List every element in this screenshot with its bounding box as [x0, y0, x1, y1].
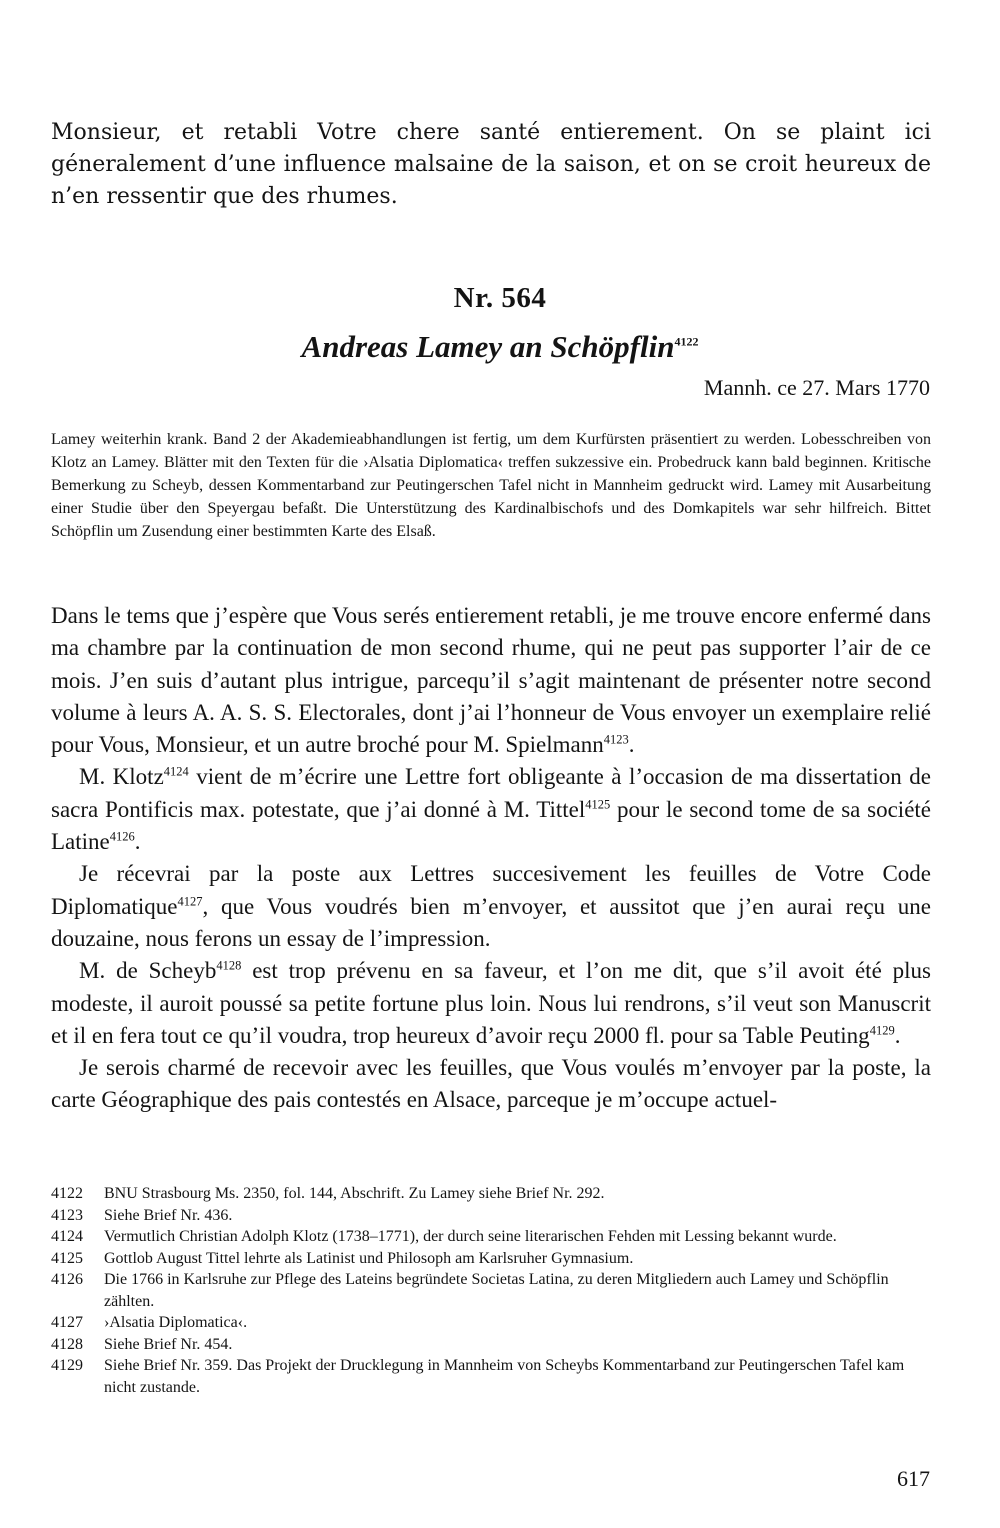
body-paragraph [51, 858, 931, 955]
text-run: M. Klotz [79, 764, 164, 790]
footnote-number: 4126 [51, 1271, 83, 1288]
footnote-number: 4122 [51, 1185, 83, 1202]
place-date: Mannh. ce 27. Mars 1770 [703, 375, 930, 400]
footnote-text: Vermutlich Christian Adolph Klotz (1738–1771), der durch seine literarischen Fehden mit Lessing bekannt wurde. [104, 1228, 837, 1245]
footnote-text: ›Alsatia Diplomatica‹. [104, 1314, 248, 1331]
footnote-ref: 4129 [869, 1023, 895, 1038]
footnote-number: 4129 [51, 1357, 83, 1374]
footnote [51, 1355, 931, 1398]
letter-summary: Lamey weiterhin krank. Band 2 der Akademieabhandlungen ist fertig, um dem Kurfürsten präsentiert zu werden. Lobesschreiben von Klotz an Lamey. Blätter mit den Texten für die ›Alsatia Diplomatica‹ treffen sukzessive ein. Probedruck kann bald beginnen. Kritische Bemerkung zu Scheyb, dessen Kommentarband zur Peutingerschen Tafel nicht in Mannheim gedruckt wird. Lamey mit Ausarbeitung einer Studie über den Speyergau befaßt. Die Unterstützung des Kardinalbischofs und des Domkapitels war sehr hilfreich. Bittet Schöpflin um Zusendung einer bestimmten Karte des Elsaß. [51, 431, 931, 540]
footnote-ref: 4126 [109, 829, 135, 844]
footnote-text: Die 1766 in Karlsruhe zur Pflege des Lateins begründete Societas Latina, zu deren Mitgliedern auch Lamey und Schöpflin zählten. [104, 1271, 889, 1310]
footnote-number: 4123 [51, 1206, 83, 1224]
body-paragraph [51, 955, 931, 1052]
footnote [51, 1248, 931, 1270]
footnote-ref: 4123 [603, 732, 629, 747]
footnote-number: 4128 [51, 1335, 83, 1353]
footnote-text: Gottlob August Tittel lehrte als Latinist und Philosoph am Karlsruher Gymnasium. [104, 1249, 634, 1267]
footnote-ref: 4127 [177, 894, 203, 909]
body-paragraph: Je serois charmé de recevoir avec les feuilles, que Vous voulés m’envoyer par la poste, la carte Géographique des pais contestés en Alsace, parceque je m’occupe actuel- [51, 1055, 931, 1113]
footnote [51, 1183, 931, 1205]
footnote-text: Siehe Brief Nr. 436. [104, 1206, 233, 1224]
footnote-number: 4125 [51, 1249, 83, 1267]
text-run: pour le second tome de sa société Latine [51, 796, 931, 855]
footnote-text: Siehe Brief Nr. 359. Das Projekt der Drucklegung in Mannheim von Scheybs Kommentarband zur Peutingerschen Tafel kam nicht zustande. [104, 1357, 905, 1396]
footnote-number: 4124 [51, 1228, 83, 1245]
body-paragraph [51, 600, 931, 761]
footnote-ref: 4128 [216, 958, 242, 973]
footnote-ref: 4125 [585, 797, 611, 812]
footnote [51, 1334, 931, 1356]
page-number: 617 [897, 1466, 930, 1491]
continued-paragraph: Monsieur, et retabli Votre chere santé entierement. On se plaint ici géneralement d’une influence malsaine de la saison, et on se croit heureux de n’en ressentir que des rhumes. [51, 120, 931, 209]
footnote-number: 4127 [51, 1314, 83, 1331]
body-paragraph [51, 761, 931, 858]
text-run: Je récevrai par la poste aux Lettres succesivement les feuilles de Votre Code Diplomatique [51, 861, 931, 919]
footnote [51, 1226, 931, 1248]
footnote-text: BNU Strasbourg Ms. 2350, fol. 144, Abschrift. Zu Lamey siehe Brief Nr. 292. [104, 1185, 605, 1202]
footnote [51, 1205, 931, 1227]
letter-body [51, 600, 931, 1117]
text-run: Dans le tems que j’espère que Vous serés entierement retabli, je me trouve encore enfermé dans ma chambre par la continuation de mon second rhume, qui ne peut pas supporter l’air de ce mois. J’en suis d’autant plus intrigue, parcequ’il s’agit maintenant de présenter notre second volume à leurs A. A. S. S. Electorales, dont j’ai l’honneur de Vous envoyer un exemplaire relié pour Vous, Monsieur, et un autre broché pour M. Spielmann [51, 603, 931, 758]
text-run: . [628, 732, 635, 758]
text-run: M. de Scheyb [79, 958, 217, 984]
footnotes [51, 1183, 931, 1398]
footnote [51, 1312, 931, 1334]
text-run: , que Vous voudrés bien m’envoyer, et aussitot que j’en aurai reçu une douzaine, nous ferons un essay de l’impression. [51, 893, 931, 951]
text-run: vient de m’écrire une Lettre fort obligeante à l’occasion de ma dissertation de sacra Pontificis max. potestate, que j’ai donné à M. Tittel [51, 764, 931, 822]
text-run: . [134, 829, 141, 855]
letter-title [0, 329, 1000, 365]
letter-title-text: Andreas Lamey an Schöpflin [301, 329, 675, 364]
footnote-text: Siehe Brief Nr. 454. [104, 1335, 233, 1353]
footnote [51, 1269, 931, 1312]
footnote-ref: 4122 [674, 334, 699, 349]
footnote-ref: 4124 [163, 764, 189, 779]
text-run: est trop prévenu en sa faveur, et l’on me dit, que s’il avoit été plus modeste, il auroit poussé sa petite fortune plus loin. Nous lui rendrons, s’il veut son Manuscrit et il en fera tout ce qu’il voudra, trop heureux d’avoir reçu 2000 fl. pour sa Table Peuting [51, 958, 931, 1048]
letter-number: Nr. 564 [453, 282, 547, 314]
text-run: . [894, 1022, 901, 1048]
